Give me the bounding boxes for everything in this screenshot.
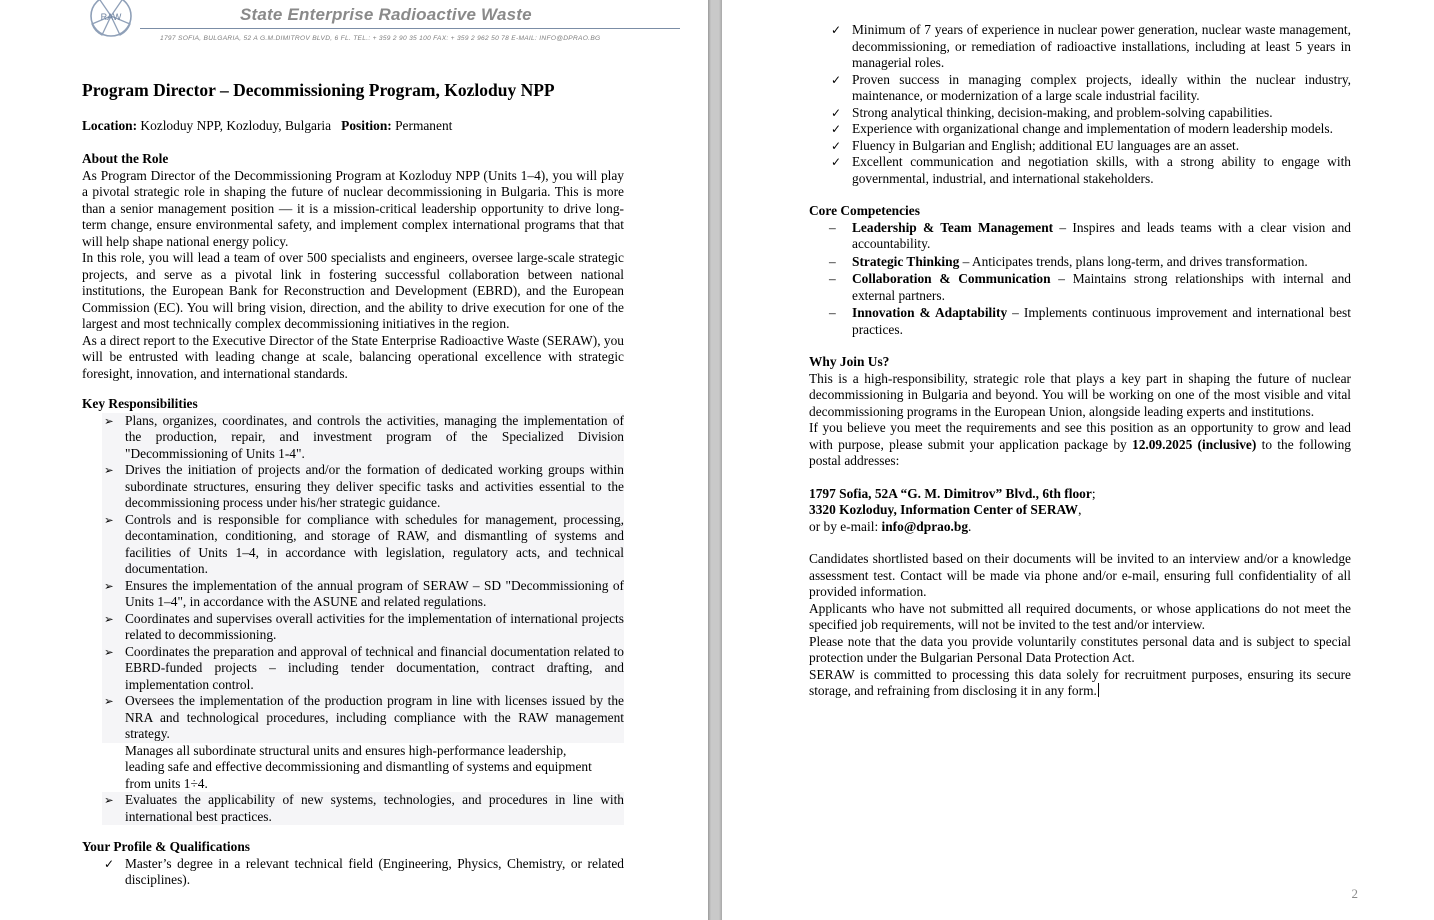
list-item: ➢ Ensures the implementation of the annual program of SERAW – SD "Decommissioning of Units 1–4", in accordance with the ASUNE and related regulations. <box>102 578 624 611</box>
competency-name: Innovation & Adaptability <box>852 305 1008 320</box>
text-cursor <box>1098 683 1099 697</box>
why-heading: Why Join Us? <box>809 354 890 369</box>
closing-paragraph: Candidates shortlisted based on their documents will be invited to an interview and/or a knowledge assessment test. Contact will be made via phone and/or e-mail, ensuring full confidentiality of all provided information. <box>809 551 1351 599</box>
list-item <box>809 220 1351 253</box>
list-item: ➢ Controls and is responsible for compliance with schedules for management, processing, decontamination, conditioning, and storage of RAW, and dismantling of systems and facilities of Units 1–4, in accordance with legislation, regulatory acts, and technical documentation. <box>102 512 624 578</box>
list-item-unbulleted: Manages all subordinate structural units and ensures high-performance leadership, leading safe and effective decommissioning and dismantling of systems and equipment from units 1÷4. <box>125 742 592 791</box>
competency-desc: – Inspires and leads teams with a clear vision and accountability. <box>852 219 1351 251</box>
left-body <box>82 151 624 889</box>
document-page-2 <box>722 0 1434 920</box>
location-label: Location: <box>82 118 138 133</box>
profile-heading: Your Profile & Qualifications <box>82 839 250 854</box>
profile-list-start <box>82 856 624 889</box>
list-item: ➢ Drives the initiation of projects and/or the formation of dedicated working groups within subordinate structures, ensuring they deliver specific tasks and activities essential to the decommissioning process under his/her strategic guidance. <box>102 462 624 512</box>
list-item: ✓ Proven success in managing complex projects, ideally within the nuclear industry, maintenance, or modernization of a large scale industrial facility. <box>809 72 1351 105</box>
responsibilities-list-end <box>102 792 624 825</box>
list-item: ➢ Coordinates and supervises overall activities for the implementation of international projects related to decommissioning. <box>102 611 624 644</box>
list-item: ✓ Experience with organizational change and implementation of modern leadership models. <box>809 121 1351 138</box>
postal-address: 1797 Sofia, 52A “G. M. Dimitrov” Blvd., 6th floor; <box>809 485 1096 501</box>
closing-paragraph: Applicants who have not submitted all required documents, or whose applications do not meet the specified job requirements, will not be invited to the test and/or interview. <box>809 600 1351 632</box>
competency-desc: – Anticipates trends, plans long-term, and drives transformation. <box>959 253 1308 269</box>
list-item: ➢ Evaluates the applicability of new systems, technologies, and procedures in line with international best practices. <box>102 792 624 825</box>
list-item: ➢ Oversees the implementation of the production program in line with licenses issued by the NRA and technological procedures, including compliance with the RAW management strategy. <box>102 693 624 743</box>
letterhead <box>84 0 684 50</box>
competency-desc: – Maintains strong relationships with internal and external partners. <box>852 271 1351 303</box>
logo-text: RAW <box>100 12 122 22</box>
page-number: 2 <box>1351 886 1358 901</box>
responsibilities-heading: Key Responsibilities <box>82 396 198 411</box>
location-value: Kozloduy NPP, Kozloduy, Bulgaria <box>140 118 332 133</box>
about-paragraph: As Program Director of the Decommissioning Program at Kozloduy NPP (Units 1–4), you will play a pivotal strategic role in shaping the future of nuclear decommissioning in Bulgaria. This is more than a senior management position — it is a mission-critical leadership opportunity to drive long-term change, ensure environmental safety, and implement complex international programs that that will help shape national energy policy. <box>82 167 624 249</box>
closing-paragraph: Please note that the data you provide voluntarily constitutes personal data and is subject to special protection under the Bulgarian Personal Data Protection Act. <box>809 633 1351 665</box>
position-label: Position: <box>341 118 392 133</box>
list-item: ✓ Fluency in Bulgarian and English; additional EU languages are an asset. <box>809 138 1351 155</box>
competency-name: Strategic Thinking <box>852 253 960 269</box>
raw-logo-icon <box>84 0 138 44</box>
org-address: 1797 SOFIA, BULGARIA, 52 A G.M.DIMITROV BLVD, 6 FL. TEL.: + 359 2 90 35 100 FAX: + 359 2 962 50 78 E-MAIL: INFO@DPRAO.BG <box>160 35 601 42</box>
list-item <box>809 254 1351 271</box>
header-rule <box>140 28 680 29</box>
email-line: or by e-mail: info@dprao.bg. <box>809 518 972 534</box>
list-item: ✓ Excellent communication and negotiation skills, with a strong ability to engage with governmental, industrial, and international stakeholders. <box>809 154 1351 187</box>
document-page-1 <box>0 0 708 920</box>
competency-desc: – Implements continuous improvement and international best practices. <box>852 305 1351 337</box>
closing-paragraph: SERAW is committed to processing this data solely for recruitment purposes, ensuring its secure storage, and refraining from disclosing it in any form. <box>809 666 1351 698</box>
about-paragraph: In this role, you will lead a team of over 500 specialists and engineers, oversee large-scale strategic projects, and serve as a pivotal link in fostering successful collaboration between national institutions, the European Bank for Reconstruction and Development (EBRD), and the European Commission (EC). You will bring vision, direction, and the ability to drive execution for one of the largest and most technically complex decommissioning initiatives in the region. <box>82 250 624 331</box>
responsibilities-list <box>102 413 624 743</box>
job-title: Program Director – Decommissioning Program, Kozloduy NPP <box>82 80 555 100</box>
list-item: ➢ Coordinates the preparation and approval of technical and financial documentation related to EBRD-funded projects – including tender documentation, contract drafting, and implementation control. <box>102 644 624 694</box>
why-paragraph: This is a high-responsibility, strategic role that plays a key part in shaping the future of nuclear decommissioning in Bulgaria and beyond. You will be working on one of the most visible and vital decommissioning programs in the European Union, alongside leading experts and institutions. <box>809 370 1351 419</box>
competency-name: Leadership & Team Management <box>852 219 1054 235</box>
competencies-heading: Core Competencies <box>809 203 920 218</box>
org-name: State Enterprise Radioactive Waste <box>240 5 532 24</box>
page-gutter <box>708 0 722 920</box>
postal-address: 3320 Kozloduy, Information Center of SERAW, <box>809 502 1082 517</box>
right-body <box>809 22 1351 700</box>
list-item: ➢ Plans, organizes, coordinates, and controls the activities, managing the implementation of the production, repair, and investment program of the Specialized Division "Decommissioning of Units 1-4". <box>102 413 624 463</box>
competency-name: Collaboration & Communication <box>852 271 1051 286</box>
apply-paragraph: If you believe you meet the requirements and see this position as an opportunity to grow and lead with purpose, please submit your application package by 12.09.2025 (inclusive) to the following postal addresses: <box>809 420 1351 468</box>
list-item <box>809 271 1351 304</box>
about-heading: About the Role <box>82 151 169 166</box>
position-value: Permanent <box>395 118 453 133</box>
job-meta <box>82 118 452 134</box>
list-item: ✓ Strong analytical thinking, decision-making, and problem-solving capabilities. <box>809 105 1351 122</box>
competencies-list <box>809 220 1351 339</box>
list-item <box>809 305 1351 338</box>
about-paragraph: As a direct report to the Executive Director of the State Enterprise Radioactive Waste (SERAW), you will be entrusted with leading change at scale, balancing operational excellence with strategic foresight, innovation, and international standards. <box>82 332 624 381</box>
profile-list-continued <box>809 22 1351 187</box>
list-item: ✓ Minimum of 7 years of experience in nuclear power generation, nuclear waste management, decommissioning, or remediation of radioactive installations, including at least 5 years in managerial roles. <box>809 22 1351 72</box>
list-item: ✓ Master’s degree in a relevant technical field (Engineering, Physics, Chemistry, or related disciplines). <box>82 856 624 889</box>
deadline: 12.09.2025 (inclusive) <box>1132 436 1257 452</box>
email-link[interactable]: info@dprao.bg <box>881 518 969 534</box>
